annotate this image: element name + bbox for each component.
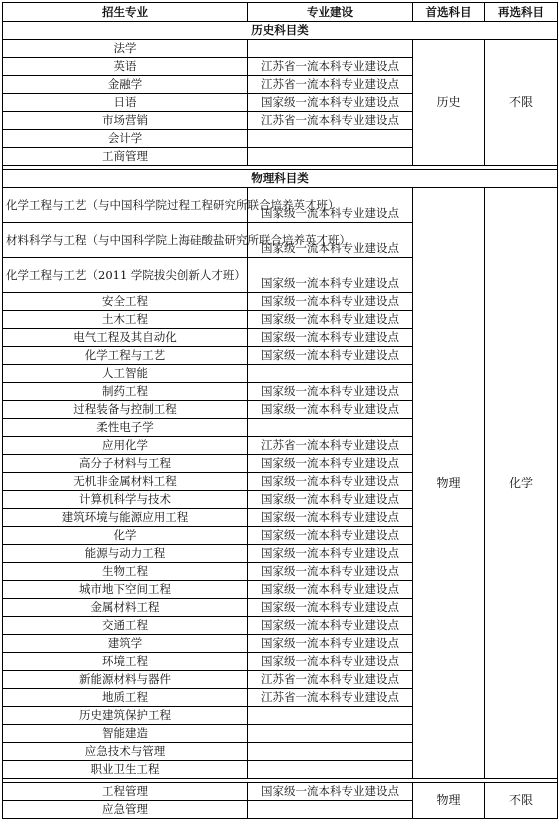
construction-cell: 江苏省一流本科专业建设点 [248, 671, 413, 689]
major-cell: 高分子材料与工程 [3, 455, 248, 473]
first-subject-cell: 物理 [413, 783, 485, 819]
major-cell: 应急技术与管理 [3, 743, 248, 761]
major-cell: 新能源材料与器件 [3, 671, 248, 689]
major-cell: 金属材料工程 [3, 599, 248, 617]
major-cell: 工商管理 [3, 148, 248, 166]
construction-cell: 国家级一流本科专业建设点 [248, 783, 413, 801]
major-cell: 生物工程 [3, 563, 248, 581]
section-title-physics: 物理科目类 [3, 170, 558, 188]
construction-cell: 国家级一流本科专业建设点 [248, 293, 413, 311]
major-cell: 无机非金属材料工程 [3, 473, 248, 491]
construction-cell [248, 761, 413, 779]
major-cell: 城市地下空间工程 [3, 581, 248, 599]
major-cell: 职业卫生工程 [3, 761, 248, 779]
construction-cell: 国家级一流本科专业建设点 [248, 347, 413, 365]
major-cell: 工程管理 [3, 783, 248, 801]
major-cell: 安全工程 [3, 293, 248, 311]
table-row [3, 783, 558, 801]
major-cell: 会计学 [3, 130, 248, 148]
major-cell: 智能建造 [3, 725, 248, 743]
construction-cell: 国家级一流本科专业建设点 [248, 329, 413, 347]
second-subject-cell: 不限 [485, 40, 558, 166]
major-cell: 英语 [3, 58, 248, 76]
construction-cell: 国家级一流本科专业建设点 [248, 635, 413, 653]
header-row [3, 3, 558, 22]
major-cell: 建筑学 [3, 635, 248, 653]
construction-cell: 国家级一流本科专业建设点 [248, 188, 413, 223]
major-cell: 人工智能 [3, 365, 248, 383]
construction-cell: 国家级一流本科专业建设点 [248, 599, 413, 617]
major-cell: 化学工程与工艺（2011 学院拔尖创新人才班） [3, 258, 248, 293]
major-cell: 日语 [3, 94, 248, 112]
construction-cell: 江苏省一流本科专业建设点 [248, 689, 413, 707]
construction-cell [248, 707, 413, 725]
header-construction: 专业建设 [248, 3, 413, 22]
major-cell: 交通工程 [3, 617, 248, 635]
major-cell: 历史建筑保护工程 [3, 707, 248, 725]
construction-cell: 国家级一流本科专业建设点 [248, 545, 413, 563]
major-cell: 土木工程 [3, 311, 248, 329]
major-cell: 电气工程及其自动化 [3, 329, 248, 347]
construction-cell: 国家级一流本科专业建设点 [248, 563, 413, 581]
majors-table [2, 2, 558, 819]
major-cell: 能源与动力工程 [3, 545, 248, 563]
construction-cell [248, 419, 413, 437]
construction-cell: 国家级一流本科专业建设点 [248, 653, 413, 671]
construction-cell: 江苏省一流本科专业建设点 [248, 76, 413, 94]
major-cell: 建筑环境与能源应用工程 [3, 509, 248, 527]
construction-cell: 江苏省一流本科专业建设点 [248, 437, 413, 455]
table-row [3, 188, 558, 223]
first-subject-cell: 物理 [413, 188, 485, 779]
construction-cell [248, 40, 413, 58]
construction-cell: 国家级一流本科专业建设点 [248, 617, 413, 635]
major-cell: 法学 [3, 40, 248, 58]
second-subject-cell: 不限 [485, 783, 558, 819]
construction-cell: 江苏省一流本科专业建设点 [248, 58, 413, 76]
construction-cell: 国家级一流本科专业建设点 [248, 311, 413, 329]
bottom-section [3, 779, 558, 819]
construction-cell [248, 148, 413, 166]
construction-cell: 国家级一流本科专业建设点 [248, 258, 413, 293]
second-subject-cell: 化学 [485, 188, 558, 779]
major-cell: 化学 [3, 527, 248, 545]
major-cell: 制药工程 [3, 383, 248, 401]
major-cell: 应急管理 [3, 801, 248, 819]
construction-cell: 国家级一流本科专业建设点 [248, 383, 413, 401]
major-cell: 金融学 [3, 76, 248, 94]
header-first-subject: 首选科目 [413, 3, 485, 22]
major-cell: 化学工程与工艺 [3, 347, 248, 365]
construction-cell: 国家级一流本科专业建设点 [248, 223, 413, 258]
construction-cell [248, 801, 413, 819]
major-cell: 计算机科学与技术 [3, 491, 248, 509]
major-cell: 环境工程 [3, 653, 248, 671]
construction-cell: 国家级一流本科专业建设点 [248, 401, 413, 419]
major-cell: 柔性电子学 [3, 419, 248, 437]
construction-cell [248, 743, 413, 761]
major-cell: 应用化学 [3, 437, 248, 455]
major-cell: 市场营销 [3, 112, 248, 130]
construction-cell [248, 365, 413, 383]
section-title-history: 历史科目类 [3, 22, 558, 40]
construction-cell: 国家级一流本科专业建设点 [248, 581, 413, 599]
construction-cell: 江苏省一流本科专业建设点 [248, 112, 413, 130]
header-second-subject: 再选科目 [485, 3, 558, 22]
major-cell: 地质工程 [3, 689, 248, 707]
construction-cell: 国家级一流本科专业建设点 [248, 473, 413, 491]
construction-cell: 国家级一流本科专业建设点 [248, 94, 413, 112]
construction-cell [248, 130, 413, 148]
construction-cell: 国家级一流本科专业建设点 [248, 455, 413, 473]
major-cell: 过程装备与控制工程 [3, 401, 248, 419]
major-cell: 材料科学与工程（与中国科学院上海硅酸盐研究所联合培养英才班） [3, 223, 248, 258]
physics-section [3, 166, 558, 779]
major-cell: 化学工程与工艺（与中国科学院过程工程研究所联合培养英才班） [3, 188, 248, 223]
header-major: 招生专业 [3, 3, 248, 22]
history-section [3, 22, 558, 166]
construction-cell: 国家级一流本科专业建设点 [248, 491, 413, 509]
table-row [3, 40, 558, 58]
construction-cell [248, 725, 413, 743]
construction-cell: 国家级一流本科专业建设点 [248, 527, 413, 545]
construction-cell: 国家级一流本科专业建设点 [248, 509, 413, 527]
first-subject-cell: 历史 [413, 40, 485, 166]
